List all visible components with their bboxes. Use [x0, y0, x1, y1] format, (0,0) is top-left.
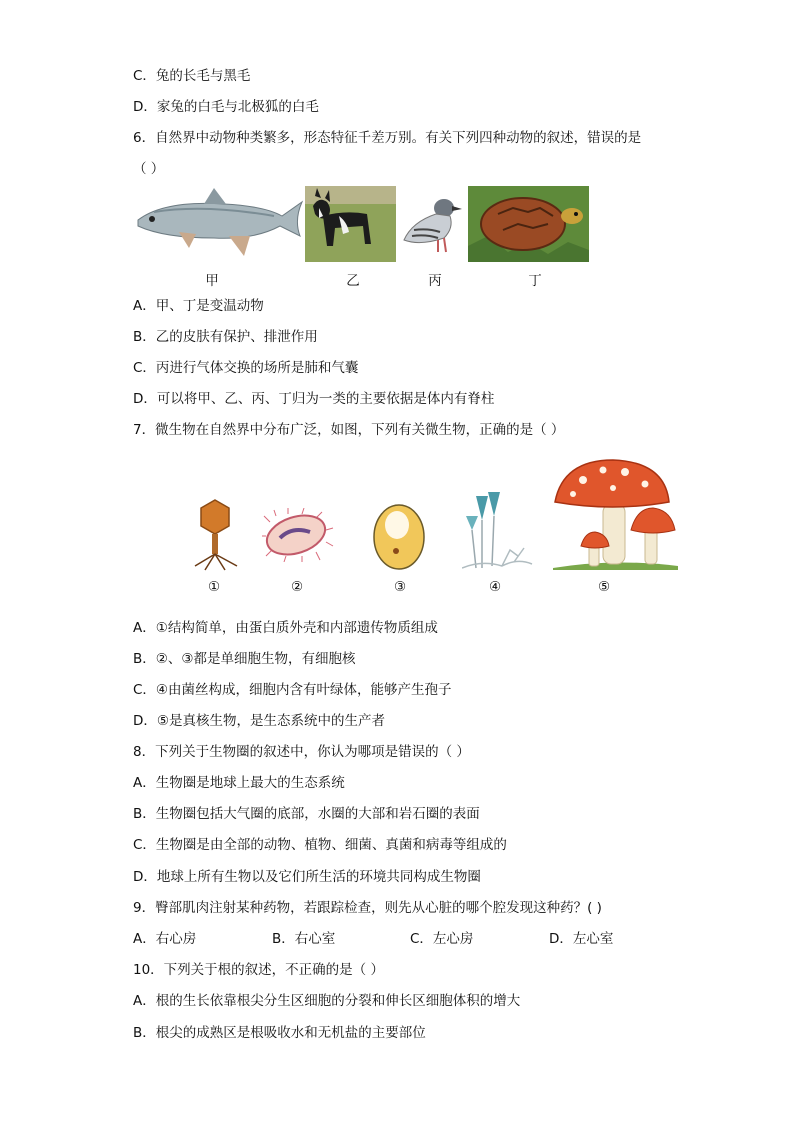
mushroom-image	[553, 458, 678, 570]
q9-option-d[interactable]: D．左心室	[549, 931, 614, 947]
q7-stem: 7．微生物在自然界中分布广泛，如图，下列有关微生物，正确的是（ ）	[133, 422, 565, 438]
q6-option-d[interactable]: D．可以将甲、乙、丙、丁归为一类的主要依据是体内有脊柱	[133, 391, 495, 407]
q6-paren: （ ）	[133, 161, 165, 177]
q8-option-c[interactable]: C．生物圈是由全部的动物、植物、细菌、真菌和病毒等组成的	[133, 837, 507, 853]
q9-stem: 9．臀部肌肉注射某种药物，若跟踪检查，则先从心脏的哪个腔发现这种药？( )	[133, 900, 602, 916]
q10-stem: 10．下列关于根的叙述，不正确的是（ ）	[133, 962, 384, 978]
q6-option-b[interactable]: B．乙的皮肤有保护、排泄作用	[133, 329, 318, 345]
q6-label-jia: 甲	[205, 273, 219, 289]
q6-label-yi: 乙	[346, 273, 360, 289]
q10-option-b[interactable]: B．根尖的成熟区是根吸收水和无机盐的主要部位	[133, 1025, 426, 1041]
q6-stem: 6．自然界中动物种类繁多，形态特征千差万别。有关下列四种动物的叙述，错误的是	[133, 130, 642, 146]
virus-image	[185, 496, 245, 572]
q7-option-d[interactable]: D．⑤是真核生物，是生态系统中的生产者	[133, 713, 385, 729]
q7-option-a[interactable]: A．①结构简单，由蛋白质外壳和内部遗传物质组成	[133, 620, 438, 636]
q7-option-c[interactable]: C．④由菌丝构成，细胞内含有叶绿体，能够产生孢子	[133, 682, 452, 698]
q6-option-c[interactable]: C．丙进行气体交换的场所是肺和气囊	[133, 360, 359, 376]
q8-stem: 8．下列关于生物圈的叙述中，你认为哪项是错误的（ ）	[133, 744, 470, 760]
q7-label-3: ③	[393, 579, 407, 595]
q7-label-1: ①	[207, 579, 221, 595]
q9-option-a[interactable]: A．右心房	[133, 931, 197, 947]
q9-option-c[interactable]: C．左心房	[410, 931, 474, 947]
q7-label-5: ⑤	[597, 579, 611, 595]
q5-option-c[interactable]: C．兔的长毛与黑毛	[133, 68, 251, 84]
q6-option-a[interactable]: A．甲、丁是变温动物	[133, 298, 264, 314]
mold-image	[462, 490, 534, 572]
bacterium-image	[262, 508, 334, 562]
q9-option-b[interactable]: B．右心室	[272, 931, 336, 947]
q6-label-ding: 丁	[528, 273, 542, 289]
yeast-image	[372, 503, 427, 571]
q7-label-2: ②	[290, 579, 304, 595]
q10-option-a[interactable]: A．根的生长依靠根尖分生区细胞的分裂和伸长区细胞体积的增大	[133, 993, 521, 1009]
q6-label-bing: 丙	[428, 273, 442, 289]
q7-option-b[interactable]: B．②、③都是单细胞生物，有细胞核	[133, 651, 356, 667]
q8-option-b[interactable]: B．生物圈包括大气圈的底部，水圈的大部和岩石圈的表面	[133, 806, 480, 822]
fish-image	[134, 186, 304, 258]
q5-option-d[interactable]: D．家兔的白毛与北极狐的白毛	[133, 99, 319, 115]
turtle-image	[468, 186, 589, 262]
q7-label-4: ④	[488, 579, 502, 595]
pigeon-image	[400, 190, 465, 260]
q8-option-d[interactable]: D．地球上所有生物以及它们所生活的环境共同构成生物圈	[133, 869, 481, 885]
q8-option-a[interactable]: A．生物圈是地球上最大的生态系统	[133, 775, 345, 791]
dog-image	[305, 186, 396, 262]
